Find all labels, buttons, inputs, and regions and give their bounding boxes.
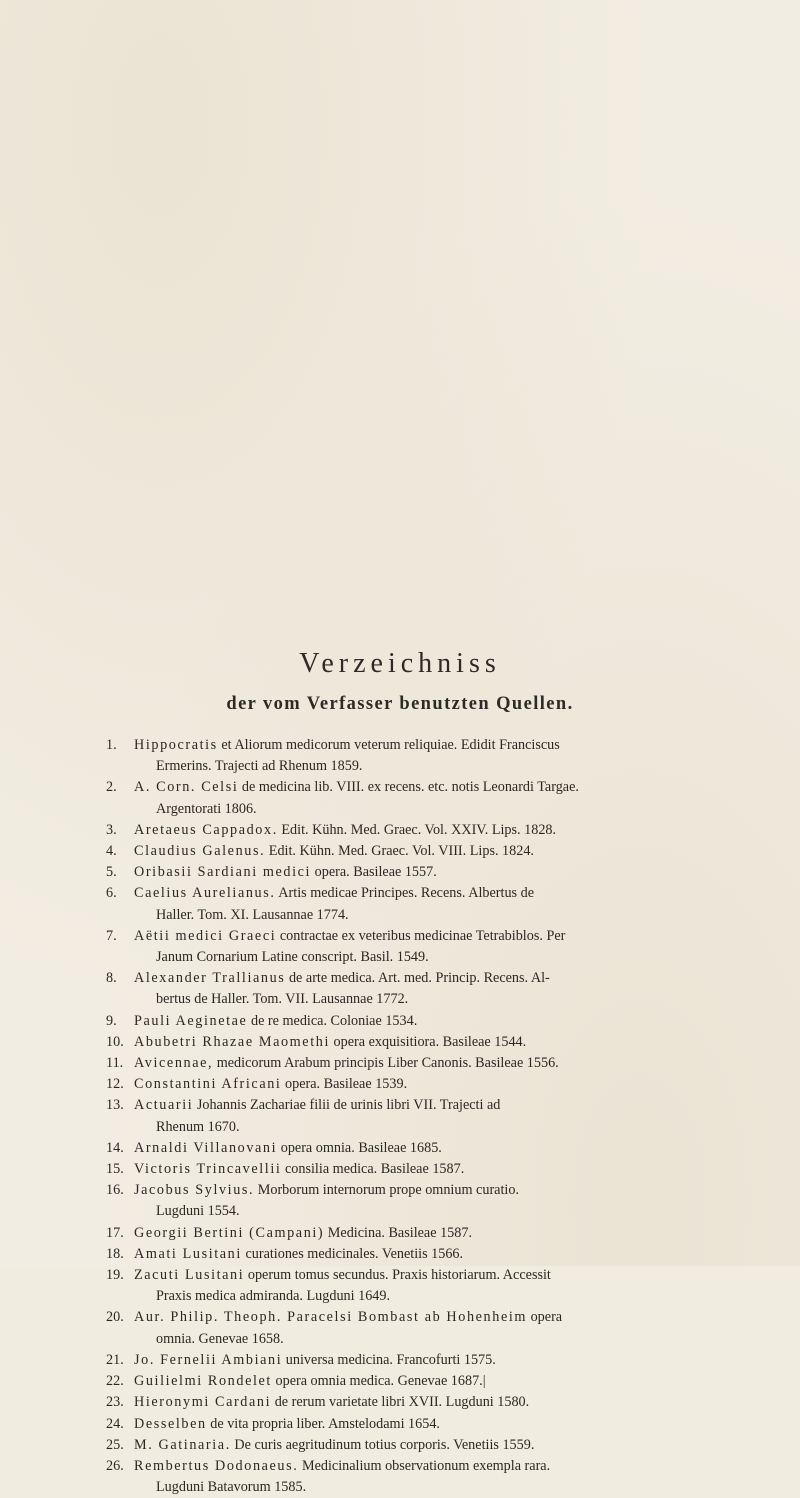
source-entry xyxy=(106,735,694,777)
entry-author: Constantini Africani xyxy=(134,1076,282,1093)
entry-continuation: Lugduni Batavorum 1585. xyxy=(156,1479,307,1496)
entry-number: 15. xyxy=(106,1161,124,1178)
entry-author: Hippocratis xyxy=(134,737,218,753)
entry-number: 2. xyxy=(106,779,117,796)
entry-number: 18. xyxy=(106,1245,124,1262)
entry-text: opera omnia. Basileae 1685. xyxy=(277,1139,442,1156)
entry-continuation: Janum Cornarium Latine conscript. Basil. 1549. xyxy=(156,949,429,966)
entry-author: Actuarii xyxy=(134,1097,194,1114)
source-entry xyxy=(106,1371,694,1392)
entry-number: 13. xyxy=(106,1097,124,1114)
entry-number: 17. xyxy=(106,1224,124,1241)
entry-author: Guilielmi Rondelet xyxy=(134,1373,272,1390)
entry-number: 14. xyxy=(106,1139,124,1156)
entry-continuation: omnia. Genevae 1658. xyxy=(156,1330,284,1347)
entry-number: 25. xyxy=(106,1436,124,1453)
entry-number: 22. xyxy=(106,1373,124,1390)
source-entry xyxy=(106,1350,694,1371)
source-entry xyxy=(106,1265,694,1307)
source-entry xyxy=(106,862,694,883)
source-entry xyxy=(106,777,694,819)
entry-author: Rembertus Dodonaeus. xyxy=(134,1457,299,1474)
entry-text: opera xyxy=(527,1309,563,1326)
entry-author: Victoris Trincavellii xyxy=(134,1161,282,1178)
entry-text: Edit. Kühn. Med. Graec. Vol. VIII. Lips. 1824. xyxy=(265,843,534,860)
source-entry xyxy=(106,1456,694,1498)
entry-text: Morborum internorum prope omnium curatio. xyxy=(254,1182,519,1199)
entry-text: Johannis Zachariae filii de urinis libri VII. Trajecti ad xyxy=(193,1097,501,1114)
entry-author: Jo. Fernelii Ambiani xyxy=(134,1351,283,1368)
entry-text: opera. Basileae 1539. xyxy=(281,1076,408,1093)
source-entry xyxy=(106,1074,694,1095)
entry-number: 16. xyxy=(106,1182,124,1199)
source-entry xyxy=(106,1180,694,1222)
entry-author: Pauli Aeginetae xyxy=(134,1012,248,1029)
entry-text: curationes medicinales. Venetiis 1566. xyxy=(241,1245,464,1262)
entry-number: 20. xyxy=(106,1309,124,1326)
entry-text: Artis medicae Principes. Recens. Albertus de xyxy=(275,885,534,902)
entry-continuation: Haller. Tom. XI. Lausannae 1774. xyxy=(156,906,349,923)
entry-text: de medicina lib. VIII. ex recens. etc. notis Leonardi Targae. xyxy=(238,779,579,796)
entry-author: A. Corn. Celsi xyxy=(134,779,239,796)
entry-author: Jacobus Sylvius. xyxy=(134,1182,255,1199)
source-entry xyxy=(106,1307,694,1349)
entry-number: 3. xyxy=(106,821,117,838)
entry-text: de re medica. Coloniae 1534. xyxy=(247,1012,418,1029)
entry-author: Hieronymi Cardani xyxy=(134,1394,272,1411)
source-entry xyxy=(106,1392,694,1413)
entry-author: Alexander Trallianus xyxy=(134,970,286,987)
entry-author: Oribasii Sardiani medici xyxy=(134,864,312,881)
entry-text: opera. Basileae 1557. xyxy=(311,864,437,881)
entry-text: de vita propria liber. Amstelodami 1654. xyxy=(206,1415,440,1432)
entry-text: et Aliorum medicorum veterum reliquiae. Edidit Franciscus xyxy=(217,737,560,753)
entry-author: Aretaeus Cappadox. xyxy=(134,821,278,838)
source-entry xyxy=(106,1244,694,1265)
source-entry xyxy=(106,926,694,968)
entry-number: 5. xyxy=(106,864,117,881)
entry-number: 9. xyxy=(106,1012,117,1029)
entry-text: De curis aegritudinum totius corporis. Venetiis 1559. xyxy=(230,1436,535,1453)
entry-text: Medicina. Basileae 1587. xyxy=(324,1224,472,1241)
entry-author: Aur. Philip. Theoph. Paracelsi Bombast ab Hohenheim xyxy=(134,1309,528,1326)
entry-continuation: Argentorati 1806. xyxy=(156,800,257,817)
entry-continuation: Rhenum 1670. xyxy=(156,1118,240,1135)
entry-author: Desselben xyxy=(134,1415,207,1432)
source-entry xyxy=(106,820,694,841)
page-title: Verzeichniss xyxy=(299,648,501,679)
entry-continuation: Praxis medica admiranda. Lugduni 1649. xyxy=(156,1288,391,1305)
entry-author: Claudius Galenus. xyxy=(134,843,266,860)
sources-list xyxy=(106,735,694,1498)
entry-text: opera omnia medica. Genevae 1687.| xyxy=(271,1373,486,1390)
entry-author: M. Gatinaria. xyxy=(134,1436,231,1453)
entry-text: Medicinalium observationum exempla rara. xyxy=(298,1457,551,1474)
entry-continuation: Lugduni 1554. xyxy=(156,1203,240,1220)
source-entry xyxy=(106,1053,694,1074)
entry-text: Edit. Kühn. Med. Graec. Vol. XXIV. Lips. 1828. xyxy=(277,821,557,838)
entry-number: 7. xyxy=(106,927,117,944)
entry-author: Amati Lusitani xyxy=(134,1245,242,1262)
entry-author: Aëtii medici Graeci xyxy=(134,927,277,944)
source-entry xyxy=(106,1414,694,1435)
page-subtitle: der vom Verfasser benutzten Quellen. xyxy=(226,694,574,714)
entry-text: opera exquisitiora. Basileae 1544. xyxy=(330,1033,527,1050)
entry-number: 11. xyxy=(106,1055,124,1072)
entry-text: de arte medica. Art. med. Princip. Recens. Al- xyxy=(285,970,550,987)
entry-continuation: Ermerins. Trajecti ad Rhenum 1859. xyxy=(156,758,363,775)
entry-number: 26. xyxy=(106,1457,124,1474)
source-entry xyxy=(106,883,694,925)
source-entry xyxy=(106,1032,694,1053)
entry-text: de rerum varietate libri XVII. Lugduni 1580. xyxy=(271,1394,530,1411)
entry-number: 1. xyxy=(106,737,117,753)
entry-text: universa medicina. Francofurti 1575. xyxy=(282,1351,496,1368)
source-entry xyxy=(106,1223,694,1244)
entry-text: contractae ex veteribus medicinae Tetrabiblos. Per xyxy=(276,927,566,944)
entry-text: consilia medica. Basileae 1587. xyxy=(281,1161,465,1178)
source-entry xyxy=(106,1435,694,1456)
entry-number: 19. xyxy=(106,1267,124,1284)
entry-number: 6. xyxy=(106,885,117,902)
entry-author: Zacuti Lusitani xyxy=(134,1267,245,1284)
entry-number: 8. xyxy=(106,970,117,987)
entry-author: Georgii Bertini (Campani) xyxy=(134,1224,325,1241)
entry-number: 12. xyxy=(106,1076,124,1093)
entry-number: 4. xyxy=(106,843,117,860)
entry-author: Abubetri Rhazae Maomethi xyxy=(134,1033,330,1050)
entry-text: operum tomus secundus. Praxis historiarum. Accessit xyxy=(244,1267,551,1284)
source-entry xyxy=(106,1095,694,1137)
entry-author: Avicennae, xyxy=(134,1055,214,1072)
entry-number: 21. xyxy=(106,1351,124,1368)
entry-author: Caelius Aurelianus. xyxy=(134,885,276,902)
entry-number: 24. xyxy=(106,1415,124,1432)
source-entry xyxy=(106,1159,694,1180)
source-entry xyxy=(106,968,694,1010)
entry-author: Arnaldi Villanovani xyxy=(134,1139,278,1156)
source-entry xyxy=(106,1011,694,1032)
entry-number: 23. xyxy=(106,1394,124,1411)
entry-continuation: bertus de Haller. Tom. VII. Lausannae 1772. xyxy=(156,991,409,1008)
source-entry xyxy=(106,841,694,862)
source-entry xyxy=(106,1138,694,1159)
entry-number: 10. xyxy=(106,1033,124,1050)
entry-text: medicorum Arabum principis Liber Canonis. Basileae 1556. xyxy=(213,1055,559,1072)
